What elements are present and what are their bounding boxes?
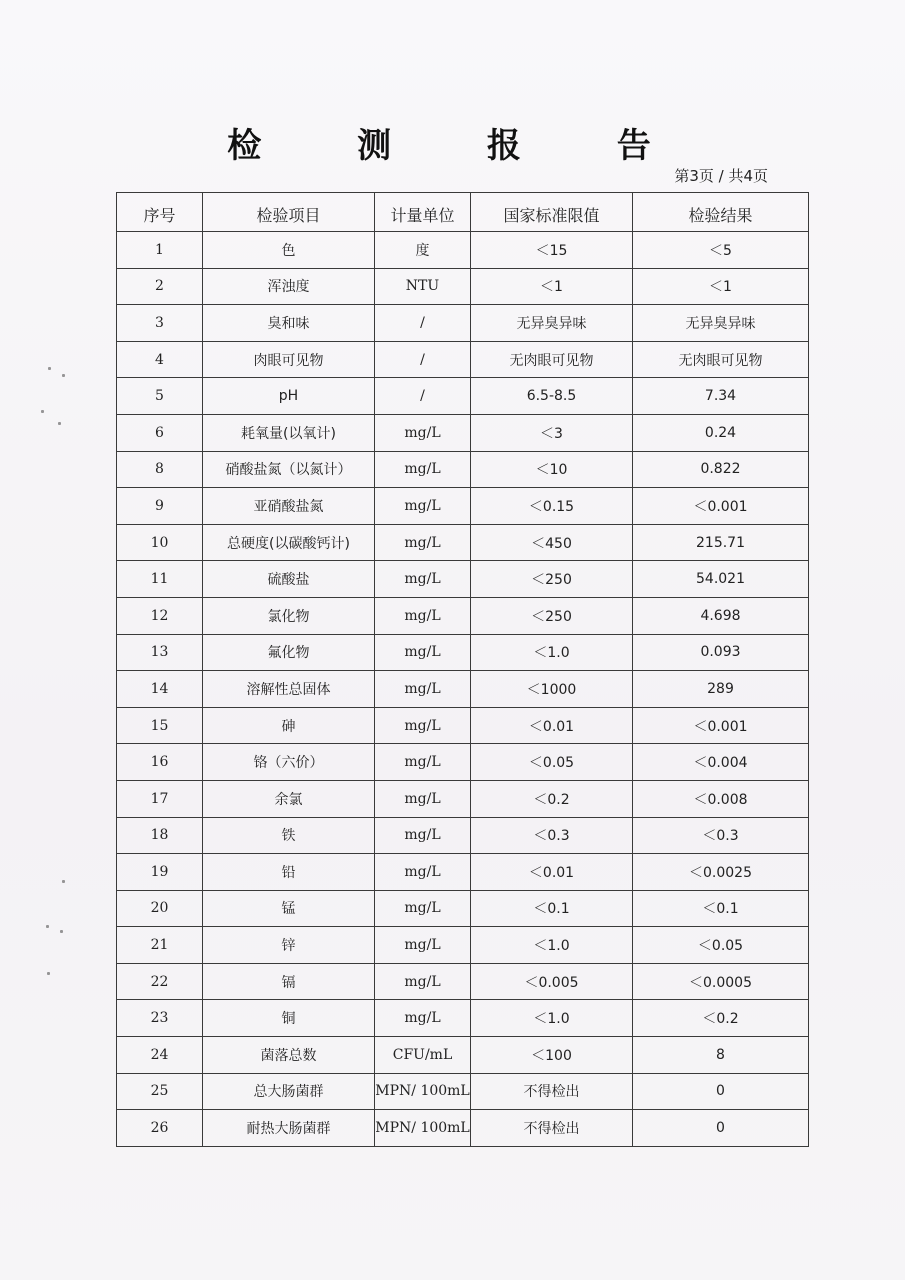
test-item: 铅 — [203, 854, 375, 891]
test-item: 锌 — [203, 927, 375, 964]
scan-speck — [58, 422, 61, 425]
table-row — [117, 414, 809, 451]
table-body — [117, 232, 809, 1147]
unit: 度 — [375, 232, 471, 269]
test-results-table — [116, 192, 809, 1147]
standard-limit: ＜250 — [471, 597, 633, 634]
test-result: ＜1 — [633, 268, 809, 305]
table-row — [117, 1073, 809, 1110]
table-row — [117, 1037, 809, 1074]
row-number: 14 — [117, 671, 203, 708]
scan-speck — [62, 374, 65, 377]
standard-limit: 不得检出 — [471, 1110, 633, 1147]
standard-limit: 不得检出 — [471, 1073, 633, 1110]
test-item: 铜 — [203, 1000, 375, 1037]
page-indicator: 第3页 / 共4页 — [674, 167, 768, 185]
test-item: 耐热大肠菌群 — [203, 1110, 375, 1147]
unit: mg/L — [375, 854, 471, 891]
test-result: 0 — [633, 1110, 809, 1147]
scan-speck — [41, 410, 44, 413]
test-item: 耗氧量(以氧计) — [203, 414, 375, 451]
row-number: 22 — [117, 963, 203, 1000]
row-number: 23 — [117, 1000, 203, 1037]
unit: mg/L — [375, 963, 471, 1000]
test-result: ＜0.004 — [633, 744, 809, 781]
row-number: 17 — [117, 780, 203, 817]
table-row — [117, 232, 809, 269]
test-item: 氯化物 — [203, 597, 375, 634]
test-item: pH — [203, 378, 375, 415]
unit: mg/L — [375, 561, 471, 598]
unit: mg/L — [375, 451, 471, 488]
row-number: 3 — [117, 305, 203, 342]
standard-limit: ＜1 — [471, 268, 633, 305]
test-result: 无异臭异味 — [633, 305, 809, 342]
table-row — [117, 890, 809, 927]
test-item: 菌落总数 — [203, 1037, 375, 1074]
table-row — [117, 488, 809, 525]
page-title: 检 测 报 告 — [227, 126, 693, 166]
test-item: 铬（六价） — [203, 744, 375, 781]
test-item: 余氯 — [203, 780, 375, 817]
unit: mg/L — [375, 890, 471, 927]
table-row — [117, 1110, 809, 1147]
row-number: 24 — [117, 1037, 203, 1074]
unit: mg/L — [375, 597, 471, 634]
unit: / — [375, 341, 471, 378]
scan-speck — [48, 367, 51, 370]
unit: NTU — [375, 268, 471, 305]
table-row — [117, 671, 809, 708]
test-item: 铁 — [203, 817, 375, 854]
header-result: 检验结果 — [633, 193, 809, 232]
test-result: ＜0.2 — [633, 1000, 809, 1037]
standard-limit: ＜250 — [471, 561, 633, 598]
standard-limit: 6.5-8.5 — [471, 378, 633, 415]
test-item: 硫酸盐 — [203, 561, 375, 598]
unit: MPN/ 100mL — [375, 1110, 471, 1147]
unit: mg/L — [375, 707, 471, 744]
table-row — [117, 597, 809, 634]
scan-speck — [46, 925, 49, 928]
test-item: 总硬度(以碳酸钙计) — [203, 524, 375, 561]
test-result: ＜0.0025 — [633, 854, 809, 891]
standard-limit: ＜450 — [471, 524, 633, 561]
row-number: 2 — [117, 268, 203, 305]
row-number: 11 — [117, 561, 203, 598]
test-result: 215.71 — [633, 524, 809, 561]
standard-limit: ＜0.05 — [471, 744, 633, 781]
unit: CFU/mL — [375, 1037, 471, 1074]
test-result: 无肉眼可见物 — [633, 341, 809, 378]
table-row — [117, 817, 809, 854]
row-number: 20 — [117, 890, 203, 927]
test-item: 溶解性总固体 — [203, 671, 375, 708]
table-row — [117, 378, 809, 415]
standard-limit: ＜1.0 — [471, 1000, 633, 1037]
unit: / — [375, 305, 471, 342]
standard-limit: ＜0.2 — [471, 780, 633, 817]
test-result: 8 — [633, 1037, 809, 1074]
standard-limit: 无异臭异味 — [471, 305, 633, 342]
test-item: 镉 — [203, 963, 375, 1000]
standard-limit: ＜3 — [471, 414, 633, 451]
test-result: 0.093 — [633, 634, 809, 671]
test-result: ＜0.0005 — [633, 963, 809, 1000]
row-number: 4 — [117, 341, 203, 378]
unit: mg/L — [375, 488, 471, 525]
test-item: 氟化物 — [203, 634, 375, 671]
test-result: 7.34 — [633, 378, 809, 415]
header-item: 检验项目 — [203, 193, 375, 232]
test-result: 0.24 — [633, 414, 809, 451]
standard-limit: ＜1.0 — [471, 634, 633, 671]
row-number: 9 — [117, 488, 203, 525]
standard-limit: ＜0.005 — [471, 963, 633, 1000]
row-number: 8 — [117, 451, 203, 488]
header-no: 序号 — [117, 193, 203, 232]
table-row — [117, 341, 809, 378]
test-result: ＜0.001 — [633, 707, 809, 744]
unit: mg/L — [375, 671, 471, 708]
table-row — [117, 1000, 809, 1037]
test-item: 锰 — [203, 890, 375, 927]
scan-speck — [60, 930, 63, 933]
table-row — [117, 854, 809, 891]
table-row — [117, 268, 809, 305]
unit: mg/L — [375, 524, 471, 561]
table-row — [117, 963, 809, 1000]
test-result: 0 — [633, 1073, 809, 1110]
table-row — [117, 561, 809, 598]
row-number: 10 — [117, 524, 203, 561]
standard-limit: ＜0.15 — [471, 488, 633, 525]
standard-limit: ＜100 — [471, 1037, 633, 1074]
test-result: 54.021 — [633, 561, 809, 598]
row-number: 13 — [117, 634, 203, 671]
test-item: 总大肠菌群 — [203, 1073, 375, 1110]
row-number: 5 — [117, 378, 203, 415]
standard-limit: ＜15 — [471, 232, 633, 269]
row-number: 16 — [117, 744, 203, 781]
table-row — [117, 305, 809, 342]
table-header-row — [117, 193, 809, 232]
standard-limit: ＜0.3 — [471, 817, 633, 854]
row-number: 15 — [117, 707, 203, 744]
test-item: 色 — [203, 232, 375, 269]
unit: mg/L — [375, 780, 471, 817]
row-number: 1 — [117, 232, 203, 269]
test-item: 砷 — [203, 707, 375, 744]
standard-limit: ＜1000 — [471, 671, 633, 708]
table-row — [117, 451, 809, 488]
row-number: 25 — [117, 1073, 203, 1110]
scan-speck — [62, 880, 65, 883]
unit: mg/L — [375, 927, 471, 964]
table-row — [117, 927, 809, 964]
test-result: ＜0.008 — [633, 780, 809, 817]
table-row — [117, 634, 809, 671]
test-item: 肉眼可见物 — [203, 341, 375, 378]
unit: / — [375, 378, 471, 415]
unit: mg/L — [375, 414, 471, 451]
unit: mg/L — [375, 817, 471, 854]
row-number: 21 — [117, 927, 203, 964]
test-item: 亚硝酸盐氮 — [203, 488, 375, 525]
unit: mg/L — [375, 634, 471, 671]
test-result: ＜0.001 — [633, 488, 809, 525]
standard-limit: 无肉眼可见物 — [471, 341, 633, 378]
row-number: 19 — [117, 854, 203, 891]
scan-speck — [47, 972, 50, 975]
table-row — [117, 524, 809, 561]
test-result: ＜5 — [633, 232, 809, 269]
test-item: 浑浊度 — [203, 268, 375, 305]
unit: MPN/ 100mL — [375, 1073, 471, 1110]
row-number: 12 — [117, 597, 203, 634]
row-number: 18 — [117, 817, 203, 854]
test-result: 289 — [633, 671, 809, 708]
table-row — [117, 744, 809, 781]
standard-limit: ＜1.0 — [471, 927, 633, 964]
standard-limit: ＜10 — [471, 451, 633, 488]
unit: mg/L — [375, 1000, 471, 1037]
table-row — [117, 707, 809, 744]
row-number: 6 — [117, 414, 203, 451]
standard-limit: ＜0.1 — [471, 890, 633, 927]
row-number: 26 — [117, 1110, 203, 1147]
test-result: ＜0.3 — [633, 817, 809, 854]
table-row — [117, 780, 809, 817]
test-item: 硝酸盐氮（以氮计） — [203, 451, 375, 488]
test-result: 4.698 — [633, 597, 809, 634]
test-result: 0.822 — [633, 451, 809, 488]
test-item: 臭和味 — [203, 305, 375, 342]
test-result: ＜0.1 — [633, 890, 809, 927]
standard-limit: ＜0.01 — [471, 707, 633, 744]
header-unit: 计量单位 — [375, 193, 471, 232]
header-limit: 国家标准限值 — [471, 193, 633, 232]
unit: mg/L — [375, 744, 471, 781]
standard-limit: ＜0.01 — [471, 854, 633, 891]
test-result: ＜0.05 — [633, 927, 809, 964]
